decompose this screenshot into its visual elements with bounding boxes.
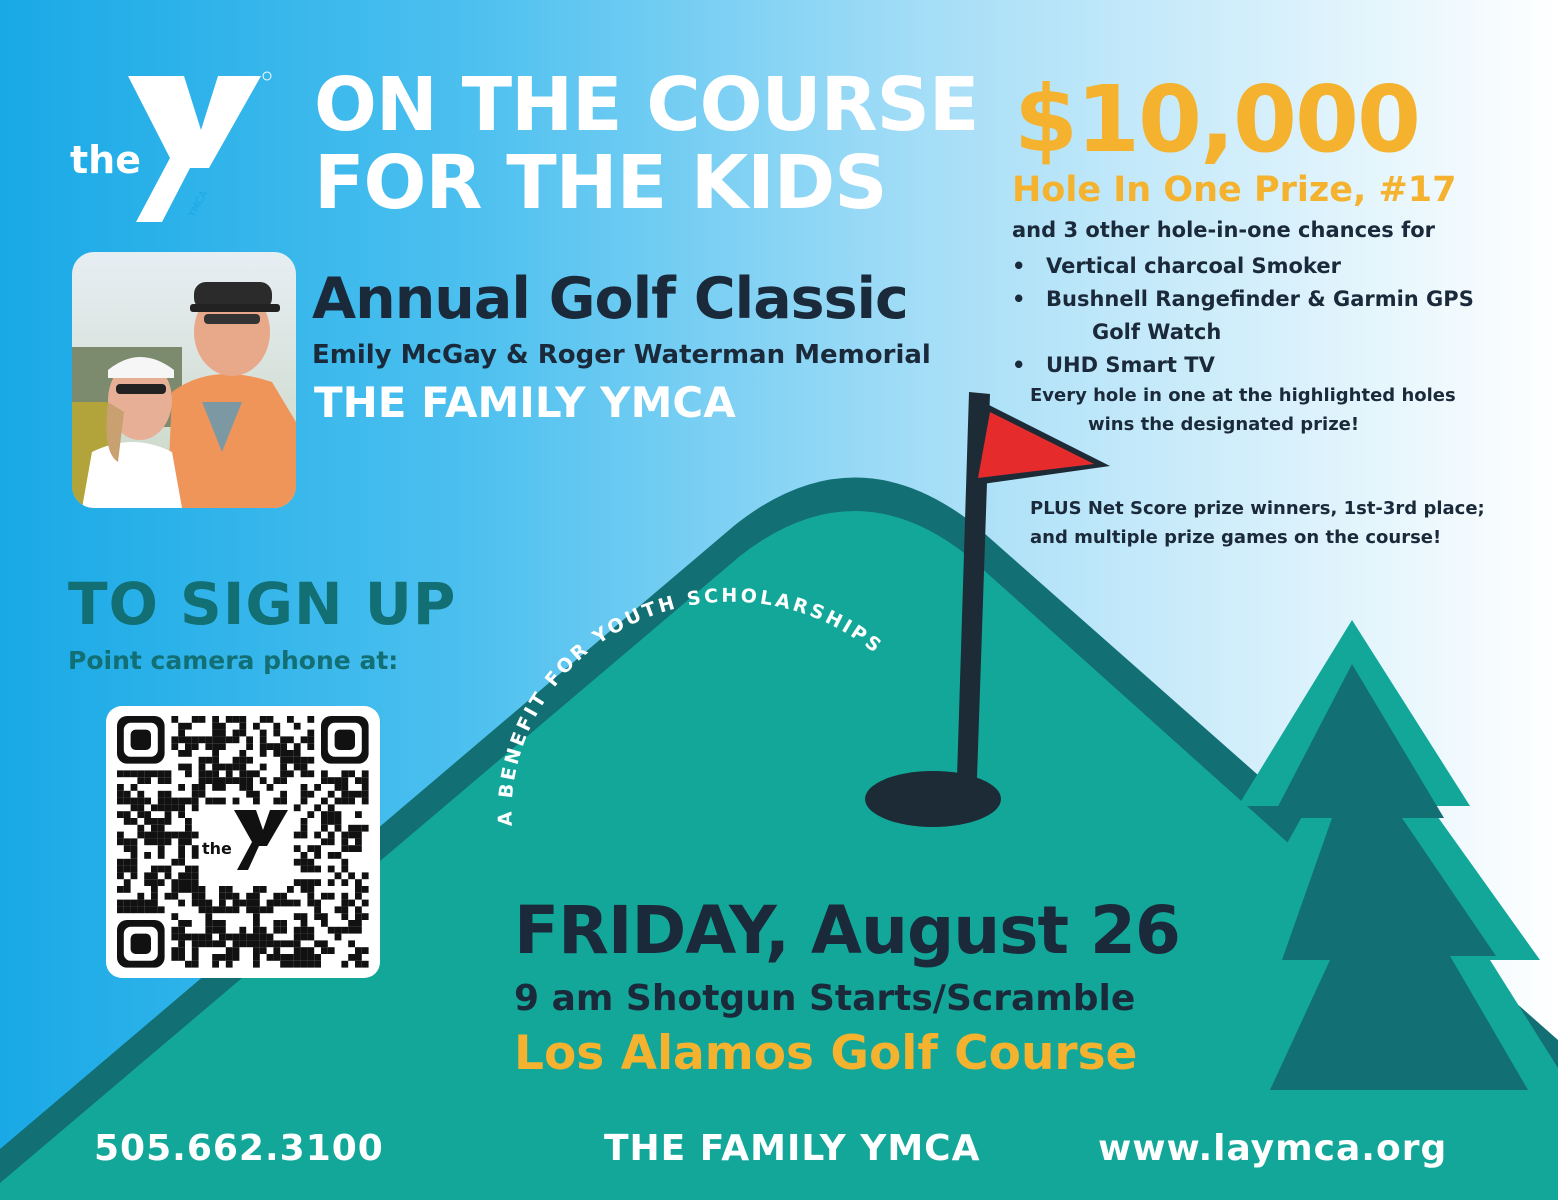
- prize-list: [1012, 250, 1474, 382]
- benefit-arc-text: A BENEFIT FOR YOUTH SCHOLARSHIPS: [494, 584, 888, 827]
- photo-couple: [72, 252, 296, 508]
- qr-center-word: the: [202, 839, 232, 858]
- prize-chances-intro: and 3 other hole-in-one chances for: [1012, 218, 1435, 242]
- ymca-logo: [66, 68, 286, 228]
- prize-amount: $10,000: [1014, 66, 1420, 173]
- qr-center-logo-icon: [202, 810, 288, 870]
- event-venue: Los Alamos Golf Course: [514, 1026, 1138, 1081]
- list-item-continued: Golf Watch: [1092, 320, 1222, 344]
- list-item: • Bushnell Rangefinder & Garmin GPS: [1012, 287, 1474, 311]
- event-organizer: THE FAMILY YMCA: [314, 378, 736, 427]
- headline-line-2: FOR THE KIDS: [314, 140, 887, 226]
- headline-line-1: ON THE COURSE: [314, 62, 979, 148]
- signup-subtitle: Point camera phone at:: [68, 646, 399, 675]
- svg-text:YMCA: YMCA: [186, 189, 211, 220]
- footer-name: THE FAMILY YMCA: [604, 1128, 981, 1169]
- event-memorial: Emily McGay & Roger Waterman Memorial: [312, 340, 931, 370]
- prize-note: Every hole in one at the highlighted holes wins the designated prize!: [1030, 385, 1456, 435]
- list-item: • Vertical charcoal Smoker: [1012, 254, 1341, 278]
- plus-prizes: PLUS Net Score prize winners, 1st-3rd place; and multiple prize games on the course!: [1030, 498, 1485, 548]
- event-title: Annual Golf Classic: [312, 266, 908, 332]
- prize-title: Hole In One Prize, #17: [1012, 170, 1457, 210]
- list-item: • UHD Smart TV: [1012, 353, 1215, 377]
- signup-title: TO SIGN UP: [68, 570, 457, 638]
- headline: [314, 62, 979, 226]
- event-date: FRIDAY, August 26: [514, 892, 1180, 969]
- footer-website[interactable]: www.laymca.org: [1098, 1128, 1448, 1169]
- footer-phone[interactable]: 505.662.3100: [94, 1128, 384, 1169]
- golf-hole: [865, 771, 1001, 827]
- event-time: 9 am Shotgun Starts/Scramble: [514, 978, 1136, 1019]
- qr-code-icon[interactable]: [106, 706, 380, 978]
- logo-word: the: [70, 138, 141, 182]
